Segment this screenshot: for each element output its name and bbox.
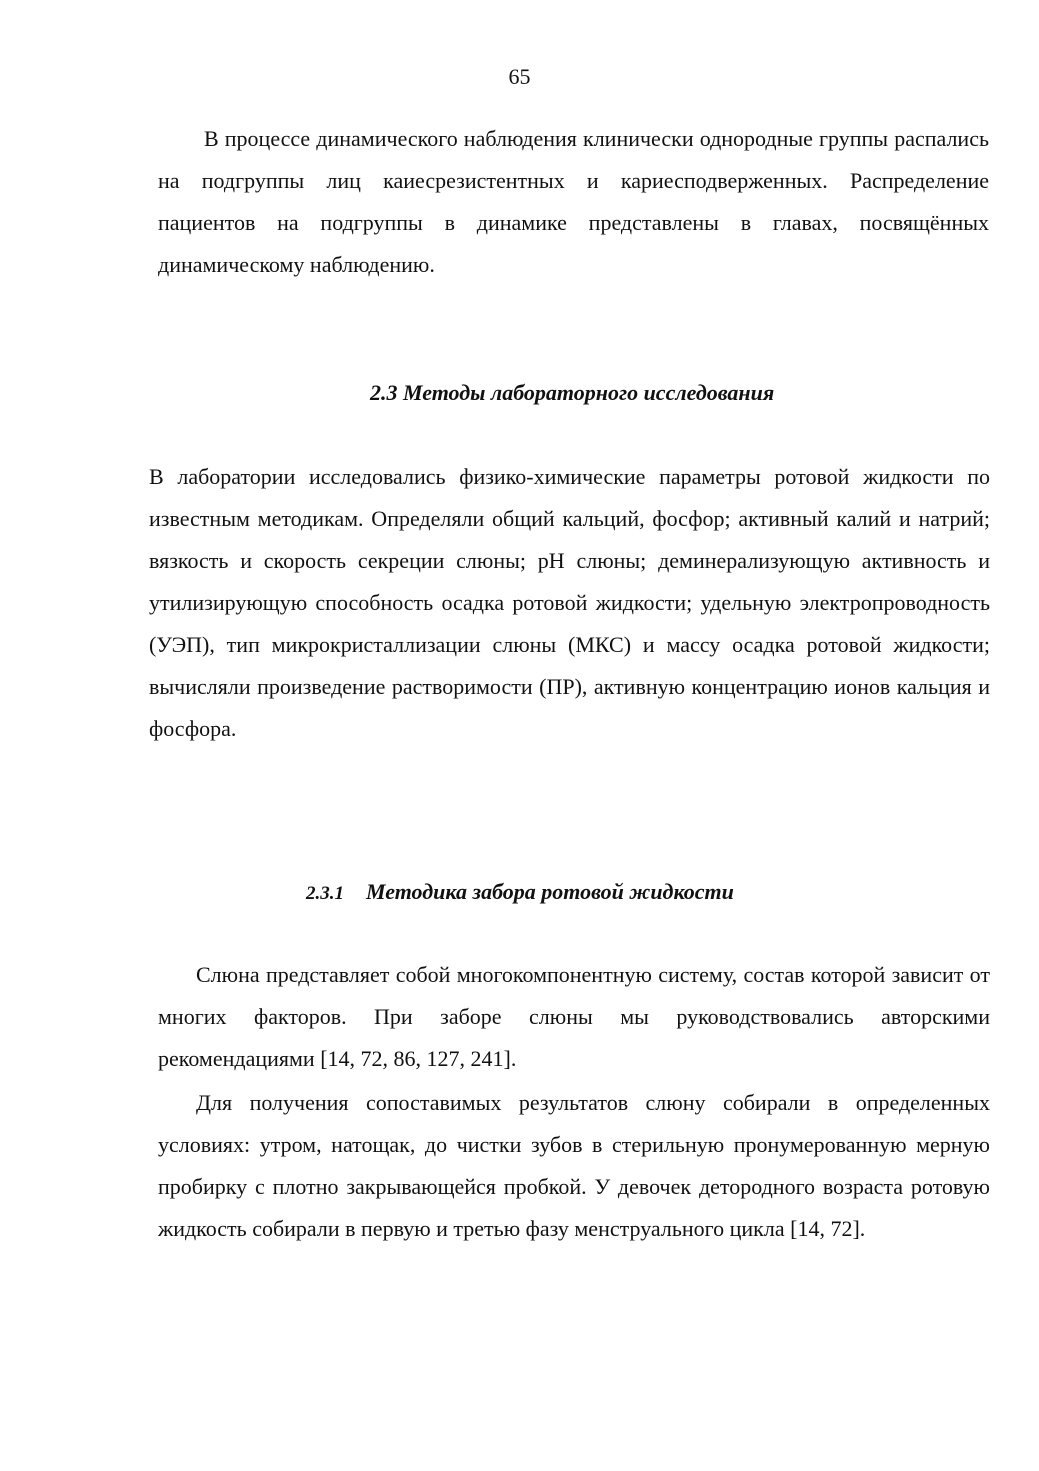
section-heading-2-3: 2.3 Методы лабораторного исследования (370, 380, 775, 405)
section-number: 2.3.1 (306, 883, 344, 904)
section-2-3-1-paragraph-2: Для получения сопоставимых результатов слюну собирали в определенных условиях: утром, натощак, до чистки зубов в стерильную пронумерованную мерную пробирку с плотно закрывающейся пробкой. У девочек детородного возраста ротовую жидкость собирали в первую и третью фазу менструального цикла [14, 72]. (158, 1090, 990, 1241)
section-title: Методика забора ротовой жидкости (366, 879, 734, 904)
section-2-3-1-paragraph-1: Слюна представляет собой многокомпонентную систему, состав которой зависит от многих факторов. При заборе слюны мы руководствовались авторскими рекомендациями [14, 72, 86, 127, 241]. (158, 962, 990, 1071)
section-heading-2-3-1 (306, 877, 734, 909)
section-2-3-paragraph: В лаборатории исследовались физико-химические параметры ротовой жидкости по известным методикам. Определяли общий кальций, фосфор; активный калий и натрий; вязкость и скорость секреции слюны; рН слюны; деминерализующую активность и утилизирующую способность осадка ротовой жидкости; удельную электропроводность (УЭП), тип микрокристаллизации слюны (МКС) и массу осадка ротовой жидкости; вычисляли произведение растворимости (ПР), активную концентрацию ионов кальция и фосфора. (149, 464, 990, 741)
page-number: 65 (508, 64, 531, 89)
intro-paragraph: В процессе динамического наблюдения клинически однородные группы распались на подгруппы лиц каиесрезистентных и кариесподверженных. Распределение пациентов на подгруппы в динамике представлены в главах, посвящённых динамическому наблюдению. (158, 126, 989, 277)
